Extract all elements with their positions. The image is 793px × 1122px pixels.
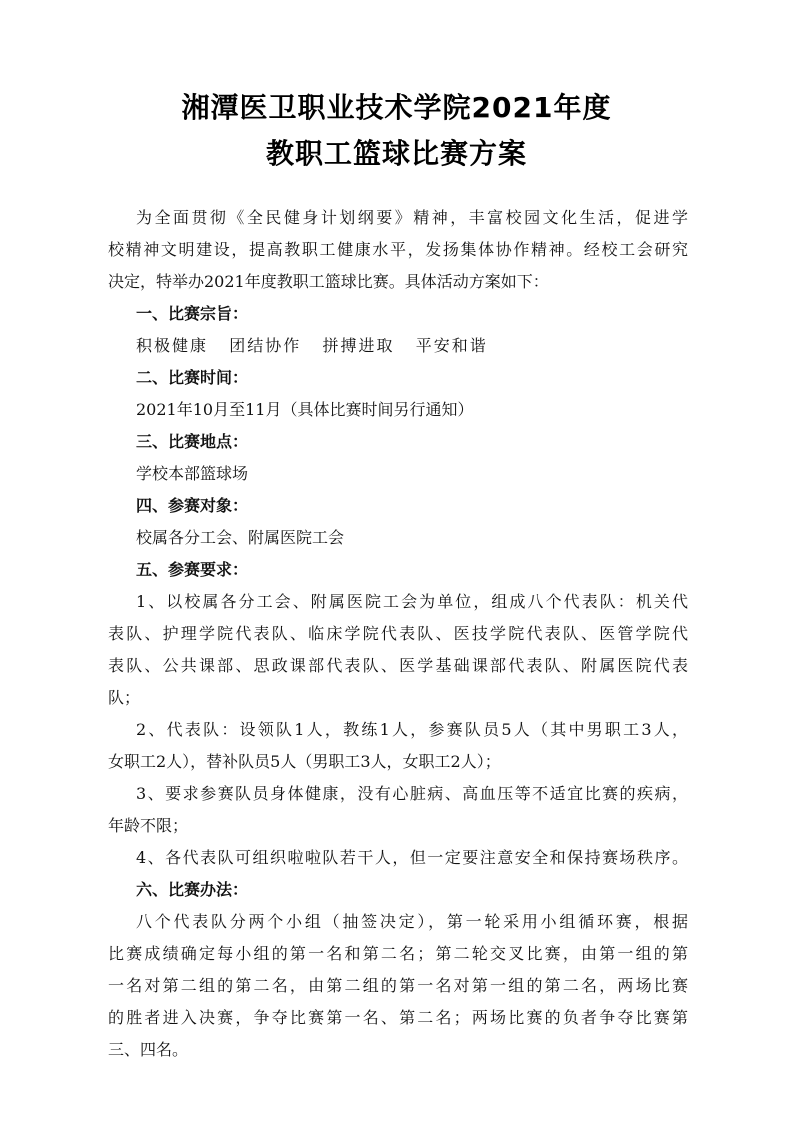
- method-line: 一名对第二组的第二名，由第二组的第一名对第一组的第二名，两场比赛: [108, 976, 688, 995]
- section-heading-location: 三、比赛地点：: [136, 432, 249, 451]
- intro-line: 决定，特举办2021年度教职工篮球比赛。具体活动方案如下：: [108, 272, 549, 291]
- intro-line: 为全面贯彻《全民健身计划纲要》精神，丰富校园文化生活，促进学: [136, 208, 688, 227]
- requirement-line: 表队、公共课部、思政课部代表队、医学基础课部代表队、附属医院代表: [108, 656, 688, 675]
- section-content-location: 学校本部篮球场: [136, 464, 249, 483]
- requirement-line: 2、代表队：设领队1人，教练1人，参赛队员5人（其中男职工3人，: [136, 720, 688, 739]
- requirement-line: 1、以校属各分工会、附属医院工会为单位，组成八个代表队：机关代: [136, 592, 688, 611]
- requirement-line: 队；: [108, 688, 141, 707]
- section-heading-time: 二、比赛时间：: [136, 368, 249, 387]
- section-content-time: 2021年10月至11月（具体比赛时间另行通知）: [136, 400, 474, 419]
- requirement-item-4: [108, 842, 688, 874]
- section-heading-participants: 四、参赛对象：: [136, 496, 249, 515]
- method-line: 八个代表队分两个小组（抽签决定），第一轮采用小组循环赛，根据: [136, 912, 688, 931]
- document-body: [108, 202, 688, 1066]
- method-paragraph: [108, 906, 688, 1066]
- section-heading-requirements: 五、参赛要求：: [136, 560, 249, 579]
- method-line: 比赛成绩确定每小组的第一名和第二名；第二轮交叉比赛，由第一组的第: [108, 944, 688, 963]
- requirement-line: 年龄不限；: [108, 816, 189, 835]
- method-line: 三、四名。: [108, 1040, 189, 1059]
- method-line: 的胜者进入决赛，争夺比赛第一名、第二名；两场比赛的负者争夺比赛第: [108, 1008, 688, 1027]
- section-heading-purpose: 一、比赛宗旨：: [136, 304, 249, 323]
- requirement-item-2: [108, 714, 688, 778]
- requirement-line: 4、各代表队可组织啦啦队若干人，但一定要注意安全和保持赛场秩序。: [136, 848, 688, 867]
- requirement-item-3: [108, 778, 688, 842]
- intro-paragraph: [108, 202, 688, 298]
- requirement-line: 3、要求参赛队员身体健康，没有心脏病、高血压等不适宜比赛的疾病，: [136, 784, 688, 803]
- requirement-item-1: [108, 586, 688, 714]
- section-heading-method: 六、比赛办法：: [136, 880, 249, 899]
- requirement-line: 女职工2人），替补队员5人（男职工3人，女职工2人）；: [108, 752, 501, 771]
- section-content-purpose: 积极健康 团结协作 拼搏进取 平安和谐: [136, 336, 488, 355]
- document-title-line1: 湘潭医卫职业技术学院2021年度: [181, 91, 612, 124]
- section-content-participants: 校属各分工会、附属医院工会: [136, 528, 345, 547]
- intro-line: 校精神文明建设，提高教职工健康水平，发扬集体协作精神。经校工会研究: [108, 240, 688, 259]
- document-title-line2: 教职工篮球比赛方案: [265, 137, 527, 170]
- requirement-line: 表队、护理学院代表队、临床学院代表队、医技学院代表队、医管学院代: [108, 624, 688, 643]
